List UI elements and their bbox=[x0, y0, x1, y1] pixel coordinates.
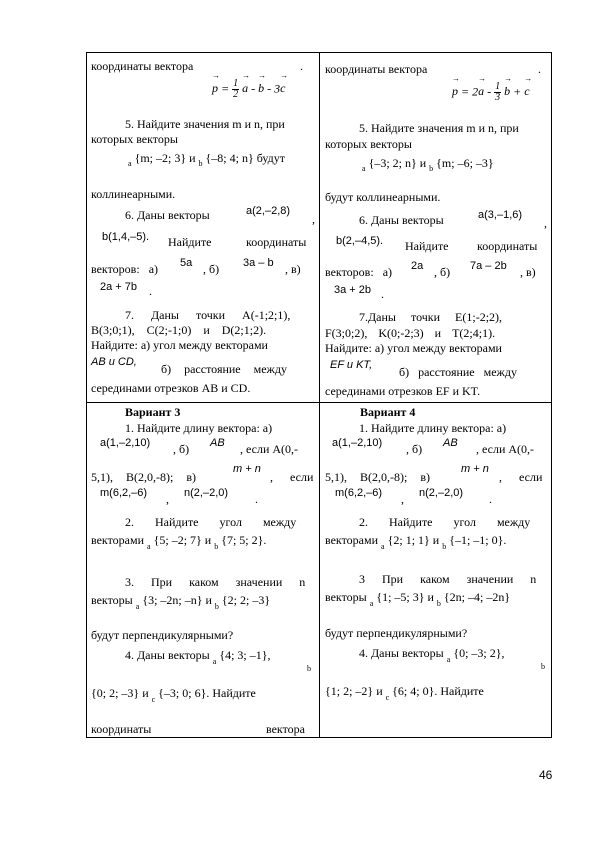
task4-line1: 4. Даны векторы $_a$ {0; –3; 2}, bbox=[359, 646, 505, 664]
task3-line2: векторы $_a$ {1; –5; 3} и $_b$ {2n; –4; –2n} bbox=[325, 590, 511, 608]
dot: . bbox=[300, 59, 303, 73]
task2-line2: векторами $_a$ {2; 1; 1} и $_b$ {–1; –1; 0}. bbox=[325, 533, 507, 551]
vector-p: → p bbox=[212, 81, 218, 95]
vector-formula: → p = $\frac{1}{2}$ → a - → b - 3→ c bbox=[212, 79, 285, 100]
task7-line2: В(3;0;1), С(2;-1;0) и D(2;1;2). bbox=[91, 323, 267, 337]
variant-title: Вариант 3 bbox=[125, 405, 181, 419]
vector-b-coords: b(1,4,–5). bbox=[102, 231, 150, 243]
task5-line1: 5. Найдите значения m и n, при bbox=[125, 117, 285, 131]
vector-formula: → p = 2→ a - $\frac{1}{3}$ → b + → c bbox=[452, 82, 530, 103]
task1-line1: 1. Найдите длину вектора: а) bbox=[125, 421, 273, 435]
task6-line1: 6. Даны векторы bbox=[359, 213, 444, 227]
task7-line3: Найдите: а) угол между векторами bbox=[91, 338, 268, 352]
task4-line1: 4. Даны векторы $_a$ {4; 3; –1}, bbox=[125, 648, 271, 666]
task6-line3: векторов: а) bbox=[91, 262, 159, 276]
task5-line4: будут коллинеарными. bbox=[325, 190, 441, 204]
task7-line1: 7. Даны точки А(-1;2;1), bbox=[125, 308, 291, 322]
task3-line3: будут перпендикулярными? bbox=[91, 628, 234, 642]
task5-line3: $_a$ {m; –2; 3} и $_b$ {–8; 4; n} будут bbox=[128, 151, 285, 168]
task7-line5: серединами отрезков EF и KT. bbox=[325, 384, 481, 398]
task2-line2: векторами $_a$ {5; –2; 7} и $_b$ {7; 5; 2}. bbox=[91, 533, 267, 551]
task6-line1: 6. Даны векторы bbox=[125, 208, 210, 222]
task7-line3: Найдите: а) угол между векторами bbox=[325, 341, 502, 355]
task5-line4: коллинеарными. bbox=[91, 187, 176, 201]
task4-line2: {0; 2; –3} и $_c$ {–3; 0; 6}. Найдите bbox=[91, 686, 256, 704]
variant-title: Вариант 4 bbox=[360, 405, 416, 419]
task7-line1: 7.Даны точки Е(1;-2;2), bbox=[359, 310, 503, 324]
task7-line2: F(3;0;2), K(0;-2;3) и Т(2;4;1). bbox=[325, 326, 496, 340]
task5-line2: которых векторы bbox=[91, 132, 178, 146]
coords-label: координаты вектора bbox=[325, 62, 428, 76]
task3-line1: 3. При каком значении n bbox=[125, 575, 306, 589]
coords-label: координаты вектора bbox=[91, 59, 194, 73]
task5-line2: которых векторы bbox=[325, 137, 412, 151]
task5-line1: 5. Найдите значения m и n, при bbox=[359, 121, 519, 135]
page-number: 46 bbox=[539, 768, 553, 782]
task7-line5: серединами отрезков AB и CD. bbox=[91, 381, 251, 395]
task2-line1: 2. Найдите угол между bbox=[125, 515, 297, 529]
vector-a-coords: a(2,–2,8) bbox=[246, 205, 291, 217]
task5-line3: $_a$ {–3; 2; n} и $_b$ {m; –6; –3} bbox=[362, 156, 494, 173]
task3-line2: векторы $_a$ {3; –2n; –n} и $_b$ {2; 2; –3} bbox=[91, 593, 271, 611]
task6-line3: векторов: а) bbox=[325, 265, 393, 279]
column-divider bbox=[319, 53, 320, 737]
task4-line2: {1; 2; –2} и $_c$ {6; 4; 0}. Найдите bbox=[325, 684, 484, 702]
row-divider bbox=[87, 402, 551, 403]
